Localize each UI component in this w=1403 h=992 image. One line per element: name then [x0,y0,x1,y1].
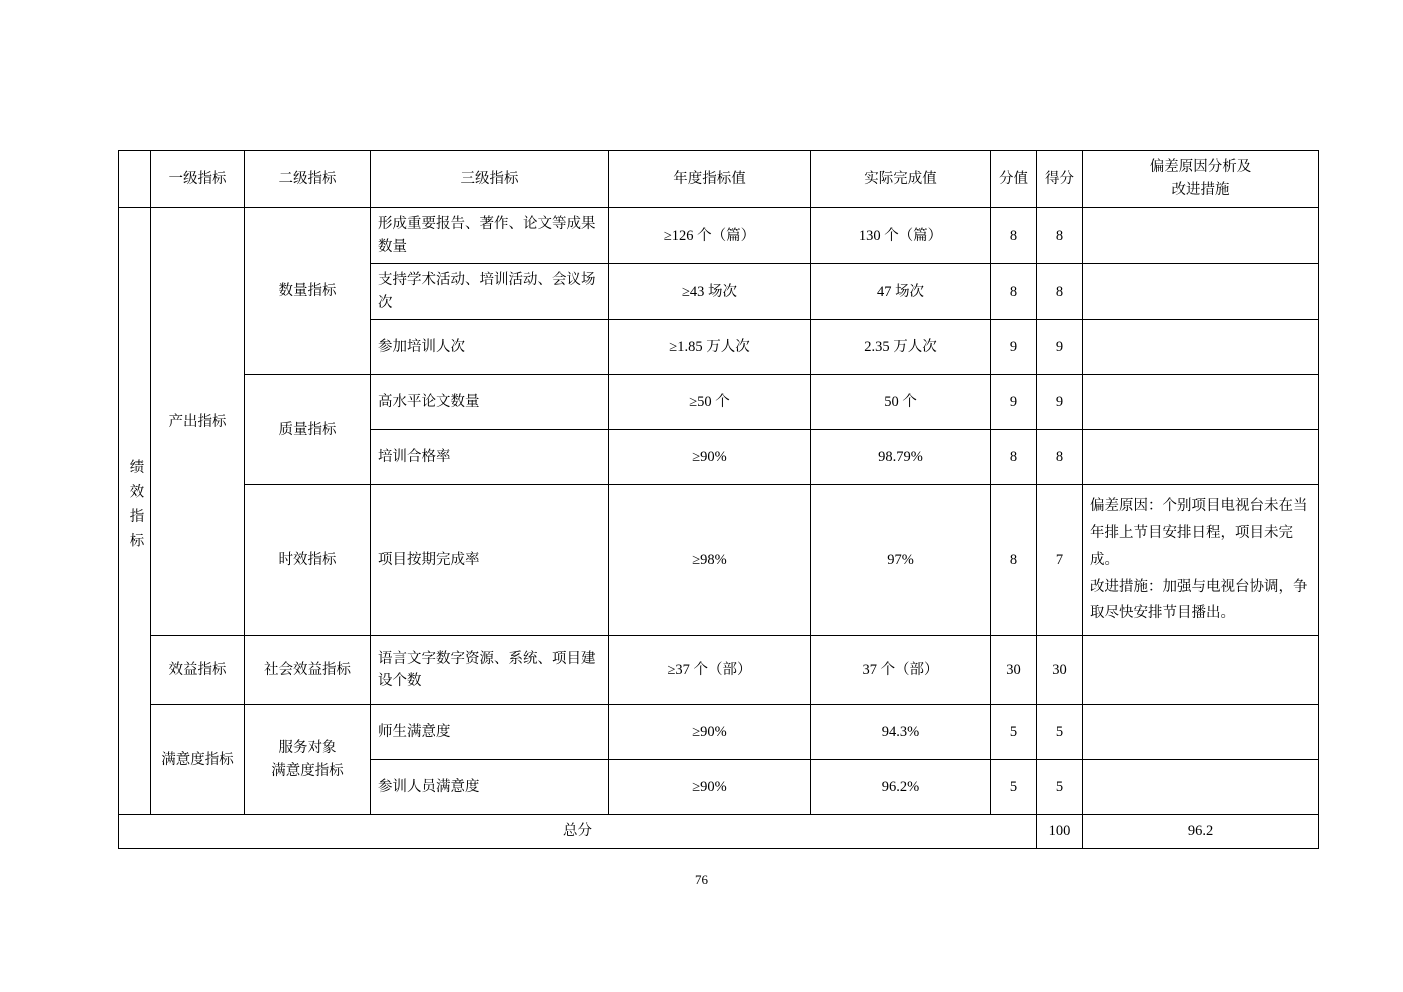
indicator-level3: 参训人员满意度 [371,760,609,815]
indicator-level3: 高水平论文数量 [371,375,609,430]
indicator-score: 5 [1037,705,1083,760]
indicator-level3: 项目按期完成率 [371,485,609,636]
indicator-level3: 师生满意度 [371,705,609,760]
header-actual-value: 实际完成值 [811,151,991,208]
indicator-level3: 语言文字数字资源、系统、项目建设个数 [371,636,609,705]
indicator-note [1083,320,1319,375]
indicator-score: 7 [1037,485,1083,636]
indicator-points: 8 [991,485,1037,636]
group-satisfaction: 满意度指标 [151,705,245,815]
indicator-note [1083,430,1319,485]
indicator-points: 30 [991,636,1037,705]
indicator-annual-target: ≥50 个 [609,375,811,430]
indicator-level3: 参加培训人次 [371,320,609,375]
note-line: 年排上节目安排日程，项目未完 [1090,525,1293,542]
indicator-actual: 47 场次 [811,264,991,320]
header-deviation-line2: 改进措施 [1171,182,1230,199]
header-blank-cell [119,151,151,208]
indicator-actual: 50 个 [811,375,991,430]
indicator-points: 9 [991,320,1037,375]
group-output: 产出指标 [151,208,245,636]
page-number: 76 [695,872,708,887]
header-level3: 三级指标 [371,151,609,208]
subgroup-service-object-line1: 服务对象 [278,740,337,757]
indicator-note [1083,208,1319,264]
table-row [119,485,1319,636]
indicator-level3: 支持学术活动、培训活动、会议场次 [371,264,609,320]
header-points: 分值 [991,151,1037,208]
group-benefit: 效益指标 [151,636,245,705]
indicator-actual: 37 个（部） [811,636,991,705]
header-deviation [1083,151,1319,208]
indicator-score: 9 [1037,320,1083,375]
note-line: 取尽快安排节目播出。 [1090,605,1235,622]
performance-indicator-table [118,150,1319,849]
subgroup-social-benefit: 社会效益指标 [245,636,371,705]
table-row [119,705,1319,760]
indicator-note [1083,636,1319,705]
indicator-points: 5 [991,705,1037,760]
header-score: 得分 [1037,151,1083,208]
table-row [119,208,1319,264]
indicator-note [1083,264,1319,320]
performance-indicator-table-wrapper [118,150,1308,849]
indicator-score: 5 [1037,760,1083,815]
indicator-annual-target: ≥43 场次 [609,264,811,320]
indicator-score: 8 [1037,264,1083,320]
indicator-points: 9 [991,375,1037,430]
header-deviation-line1: 偏差原因分析及 [1149,159,1252,175]
note-line: 改进措施：加强与电视台协调，争 [1090,578,1308,595]
table-row [119,636,1319,705]
indicator-points: 8 [991,264,1037,320]
indicator-level3: 培训合格率 [371,430,609,485]
indicator-score: 9 [1037,375,1083,430]
indicator-actual: 94.3% [811,705,991,760]
total-points: 100 [1037,815,1083,848]
indicator-score: 30 [1037,636,1083,705]
note-line: 成。 [1090,551,1119,568]
vertical-group-label-text: 绩效指标 [127,458,144,557]
header-annual-target: 年度指标值 [609,151,811,208]
subgroup-quantity: 数量指标 [245,208,371,375]
indicator-annual-target: ≥98% [609,485,811,636]
indicator-points: 8 [991,208,1037,264]
indicator-annual-target: ≥126 个（篇） [609,208,811,264]
indicator-note [1083,705,1319,760]
table-header-row [119,151,1319,208]
note-line: 偏差原因：个别项目电视台未在当 [1090,498,1308,515]
indicator-points: 5 [991,760,1037,815]
indicator-points: 8 [991,430,1037,485]
header-level2: 二级指标 [245,151,371,208]
indicator-score: 8 [1037,430,1083,485]
total-score: 96.2 [1083,815,1319,848]
indicator-actual: 97% [811,485,991,636]
total-label: 总分 [119,815,1037,848]
header-level1: 一级指标 [151,151,245,208]
indicator-actual: 96.2% [811,760,991,815]
indicator-annual-target: ≥90% [609,760,811,815]
table-total-row [119,815,1319,848]
indicator-actual: 130 个（篇） [811,208,991,264]
indicator-annual-target: ≥37 个（部） [609,636,811,705]
subgroup-quality: 质量指标 [245,375,371,485]
indicator-score: 8 [1037,208,1083,264]
indicator-annual-target: ≥1.85 万人次 [609,320,811,375]
indicator-note [1083,485,1319,636]
subgroup-timeliness: 时效指标 [245,485,371,636]
subgroup-service-object-line2: 满意度指标 [271,762,344,779]
indicator-note [1083,375,1319,430]
indicator-annual-target: ≥90% [609,705,811,760]
vertical-group-label [119,208,151,815]
table-row [119,375,1319,430]
indicator-note [1083,760,1319,815]
indicator-annual-target: ≥90% [609,430,811,485]
indicator-actual: 2.35 万人次 [811,320,991,375]
subgroup-service-object [245,705,371,815]
indicator-actual: 98.79% [811,430,991,485]
indicator-level3: 形成重要报告、著作、论文等成果数量 [371,208,609,264]
